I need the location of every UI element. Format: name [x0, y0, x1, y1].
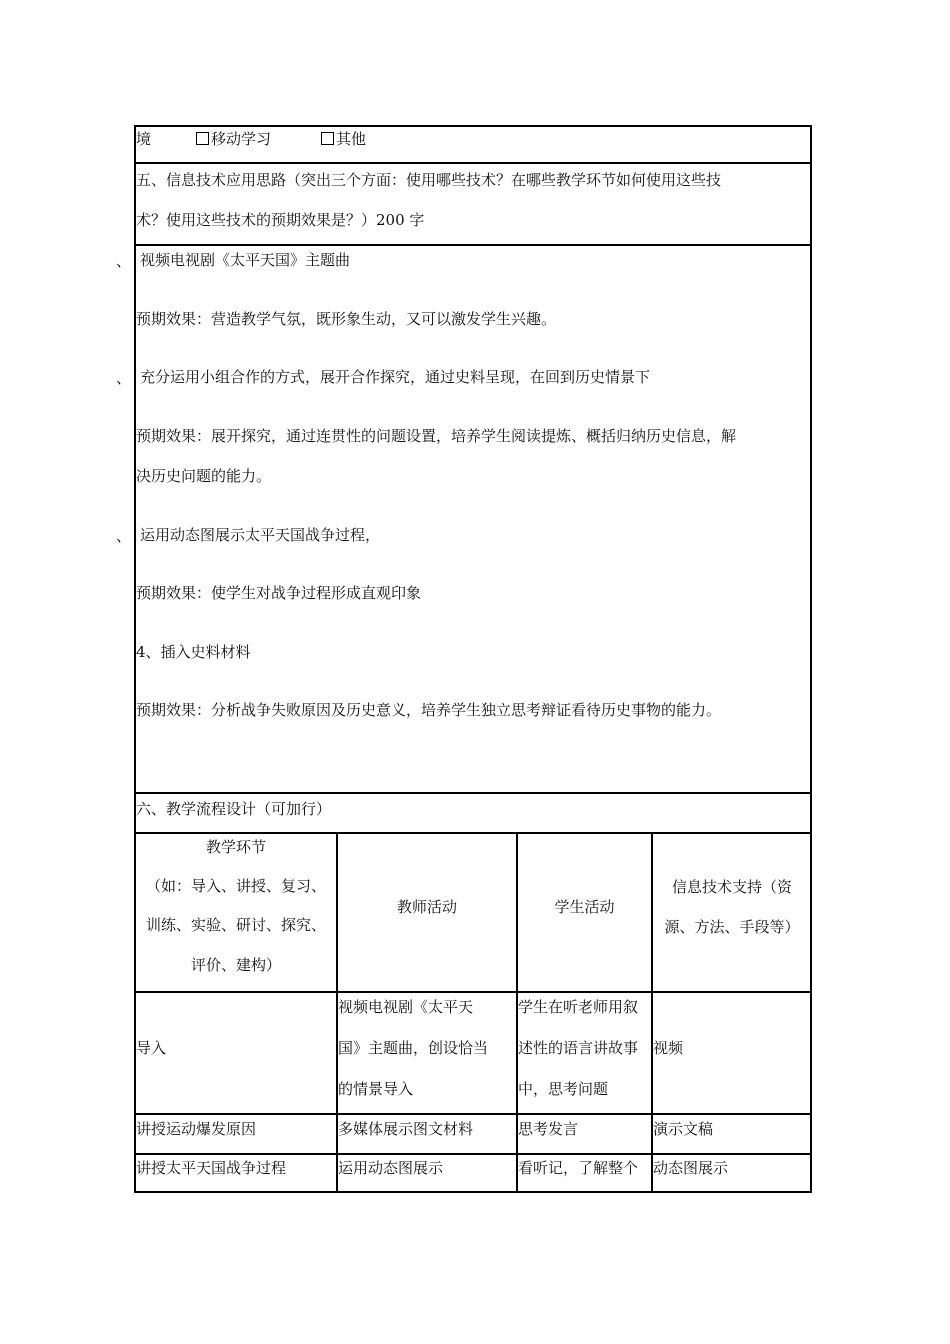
rule-after-section5-heading: [134, 244, 812, 246]
option-mobile: [196, 129, 271, 149]
rule-after-section6-heading: [134, 832, 812, 834]
row2-tech: 演示文稿: [653, 1120, 714, 1138]
rule-after-section5-body: [134, 792, 812, 794]
header-stage-line2: （如：导入、讲授、复习、: [145, 877, 326, 895]
item2-bullet: 、: [116, 369, 132, 387]
option-other: [321, 129, 366, 149]
rule-after-row1: [134, 162, 812, 164]
item3-effect: 预期效果：使学生对战争过程形成直观印象: [136, 584, 422, 602]
checkbox-icon: [321, 132, 334, 145]
header-stage-line1: 教学环节: [205, 838, 266, 856]
item2-effect-line1: 预期效果：展开探究，通过连贯性的问题设置，培养学生阅读提炼、概括归纳历史信息，解: [136, 427, 737, 445]
row1-student-line1: 学生在听老师用叙: [518, 998, 639, 1016]
item4-effect: 预期效果：分析战争失败原因及历史意义，培养学生独立思考辩证看待历史事物的能力。: [136, 701, 722, 719]
item3-bullet: 、: [116, 527, 132, 545]
item1-bullet: 、: [116, 252, 132, 270]
row2-stage: 讲授运动爆发原因: [136, 1120, 257, 1138]
row3-tech: 动态图展示: [653, 1159, 729, 1177]
item1-effect: 预期效果：营造教学气氛，既形象生动，又可以激发学生兴趣。: [136, 310, 557, 328]
env-label: 境: [136, 130, 152, 148]
header-tech-line2: 源、方法、手段等）: [664, 918, 800, 936]
rule-after-row-intro: [134, 1113, 812, 1115]
rule-after-row-cause: [134, 1153, 812, 1155]
item2-effect-line2: 决历史问题的能力。: [136, 467, 272, 485]
row1-teacher-line2: 国》主题曲，创设恰当: [338, 1039, 489, 1057]
rule-after-header-row: [134, 991, 812, 993]
checkbox-icon: [196, 132, 209, 145]
item2-text: 充分运用小组合作的方式，展开合作探究，通过史料呈现，在回到历史情景下: [140, 368, 651, 386]
row1-student-line2: 述性的语言讲故事: [518, 1039, 639, 1057]
row3-teacher: 运用动态图展示: [338, 1159, 444, 1177]
header-tech-line1: 信息技术支持（资: [671, 878, 792, 896]
row1-student-line3: 中，思考问题: [518, 1080, 609, 1098]
row1-teacher-line3: 的情景导入: [338, 1080, 414, 1098]
header-stage-line4: 评价、建构）: [190, 956, 281, 974]
row2-teacher: 多媒体展示图文材料: [338, 1120, 474, 1138]
section5-heading-line1: 五、信息技术应用思路（突出三个方面：使用哪些技术？在哪些教学环节如何使用这些技: [136, 171, 722, 189]
row1-teacher-line1: 视频电视剧《太平天: [338, 998, 474, 1016]
header-teacher: 教师活动: [396, 898, 457, 916]
row2-student: 思考发言: [518, 1120, 579, 1138]
item1-text: 视频电视剧《太平天国》主题曲: [140, 251, 351, 269]
row3-stage: 讲授太平天国战争过程: [136, 1159, 287, 1177]
item4-text: 4、插入史料材料: [136, 643, 251, 661]
header-stage-line3: 训练、实验、研讨、探究、: [145, 916, 326, 934]
option-other-label: 其他: [336, 130, 367, 148]
item3-text: 运用动态图展示太平天国战争过程，: [140, 526, 381, 544]
header-student: 学生活动: [554, 898, 615, 916]
row3-student: 看听记，了解整个: [518, 1159, 639, 1177]
row1-stage: 导入: [136, 1039, 167, 1057]
row1-tech: 视频: [653, 1039, 684, 1057]
section6-heading: 六、教学流程设计（可加行）: [136, 800, 332, 818]
option-mobile-label: 移动学习: [211, 130, 272, 148]
section5-heading-line2: 术？使用这些技术的预期效果是？）200 字: [136, 211, 425, 229]
